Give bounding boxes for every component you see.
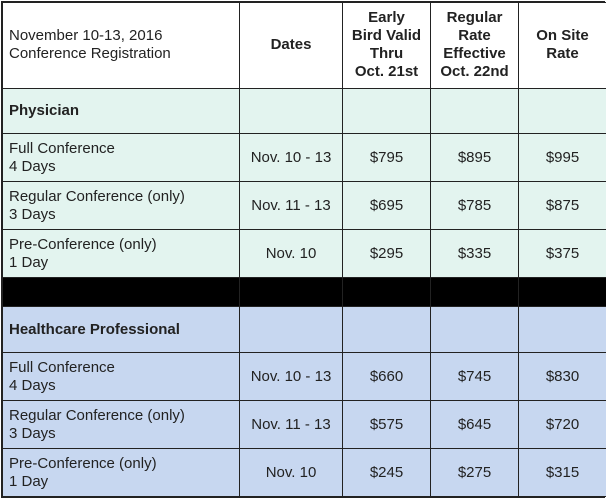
on-site-price: $720: [519, 401, 606, 449]
registration-type-cell: [3, 401, 240, 449]
on-site-price: $875: [519, 182, 606, 230]
dates-header: Dates: [240, 3, 343, 89]
registration-type-cell: [3, 182, 240, 230]
registration-duration: 1 Day: [9, 473, 233, 491]
registration-duration: 4 Days: [9, 377, 233, 395]
early-bird-price: $575: [343, 401, 431, 449]
on-site-price: $995: [519, 134, 606, 182]
registration-rates-table: [1, 1, 605, 498]
table-header-row: [3, 3, 606, 89]
on-site-rate-header: [519, 3, 606, 89]
early-bird-price: $695: [343, 182, 431, 230]
dates-cell: Nov. 10: [240, 449, 343, 497]
on-site-header-line: On Site: [525, 27, 600, 45]
early-bird-price: $795: [343, 134, 431, 182]
empty-cell: [240, 88, 343, 134]
registration-type-cell: [3, 353, 240, 401]
conference-dates-title: November 10-13, 2016: [9, 27, 233, 45]
regular-rate-price: $335: [431, 230, 519, 278]
divider-cell: [431, 277, 519, 307]
table-row: [3, 401, 606, 449]
early-bird-header-line: Thru: [349, 45, 424, 63]
divider-cell: [3, 277, 240, 307]
early-bird-price: $295: [343, 230, 431, 278]
registration-type: Full Conference: [9, 359, 233, 377]
section-label: Healthcare Professional: [3, 307, 240, 353]
dates-cell: Nov. 11 - 13: [240, 401, 343, 449]
registration-type: Regular Conference (only): [9, 188, 233, 206]
empty-cell: [431, 88, 519, 134]
dates-cell: Nov. 10 - 13: [240, 353, 343, 401]
registration-type-cell: [3, 449, 240, 497]
regular-rate-header-line: Rate: [437, 27, 512, 45]
regular-rate-header-line: Effective: [437, 45, 512, 63]
regular-rate-price: $645: [431, 401, 519, 449]
conference-title-cell: [3, 3, 240, 89]
registration-duration: 1 Day: [9, 254, 233, 272]
early-bird-header-line: Oct. 21st: [349, 63, 424, 81]
registration-duration: 4 Days: [9, 158, 233, 176]
dates-cell: Nov. 11 - 13: [240, 182, 343, 230]
on-site-header-line: Rate: [525, 45, 600, 63]
table-row: [3, 230, 606, 278]
section-divider: [3, 277, 606, 307]
registration-type: Full Conference: [9, 140, 233, 158]
divider-cell: [240, 277, 343, 307]
early-bird-price: $245: [343, 449, 431, 497]
on-site-price: $830: [519, 353, 606, 401]
conference-registration-title: Conference Registration: [9, 45, 233, 63]
registration-type: Pre-Conference (only): [9, 455, 233, 473]
table-row: [3, 182, 606, 230]
dates-cell: Nov. 10: [240, 230, 343, 278]
registration-duration: 3 Days: [9, 425, 233, 443]
empty-cell: [343, 88, 431, 134]
regular-rate-header-line: Regular: [437, 9, 512, 27]
early-bird-header-line: Early: [349, 9, 424, 27]
regular-rate-price: $785: [431, 182, 519, 230]
regular-rate-price: $275: [431, 449, 519, 497]
section-label: Physician: [3, 88, 240, 134]
regular-rate-price: $745: [431, 353, 519, 401]
empty-cell: [343, 307, 431, 353]
registration-type: Pre-Conference (only): [9, 236, 233, 254]
on-site-price: $375: [519, 230, 606, 278]
table-row: [3, 353, 606, 401]
registration-type: Regular Conference (only): [9, 407, 233, 425]
table-row: [3, 134, 606, 182]
empty-cell: [240, 307, 343, 353]
empty-cell: [519, 307, 606, 353]
regular-rate-header-line: Oct. 22nd: [437, 63, 512, 81]
early-bird-header: [343, 3, 431, 89]
divider-cell: [519, 277, 606, 307]
registration-type-cell: [3, 134, 240, 182]
regular-rate-price: $895: [431, 134, 519, 182]
early-bird-price: $660: [343, 353, 431, 401]
table-row: [3, 449, 606, 497]
regular-rate-header: [431, 3, 519, 89]
registration-type-cell: [3, 230, 240, 278]
dates-cell: Nov. 10 - 13: [240, 134, 343, 182]
section-header-physician: [3, 88, 606, 134]
divider-cell: [343, 277, 431, 307]
section-header-healthcare-professional: [3, 307, 606, 353]
on-site-price: $315: [519, 449, 606, 497]
early-bird-header-line: Bird Valid: [349, 27, 424, 45]
registration-duration: 3 Days: [9, 206, 233, 224]
empty-cell: [519, 88, 606, 134]
empty-cell: [431, 307, 519, 353]
